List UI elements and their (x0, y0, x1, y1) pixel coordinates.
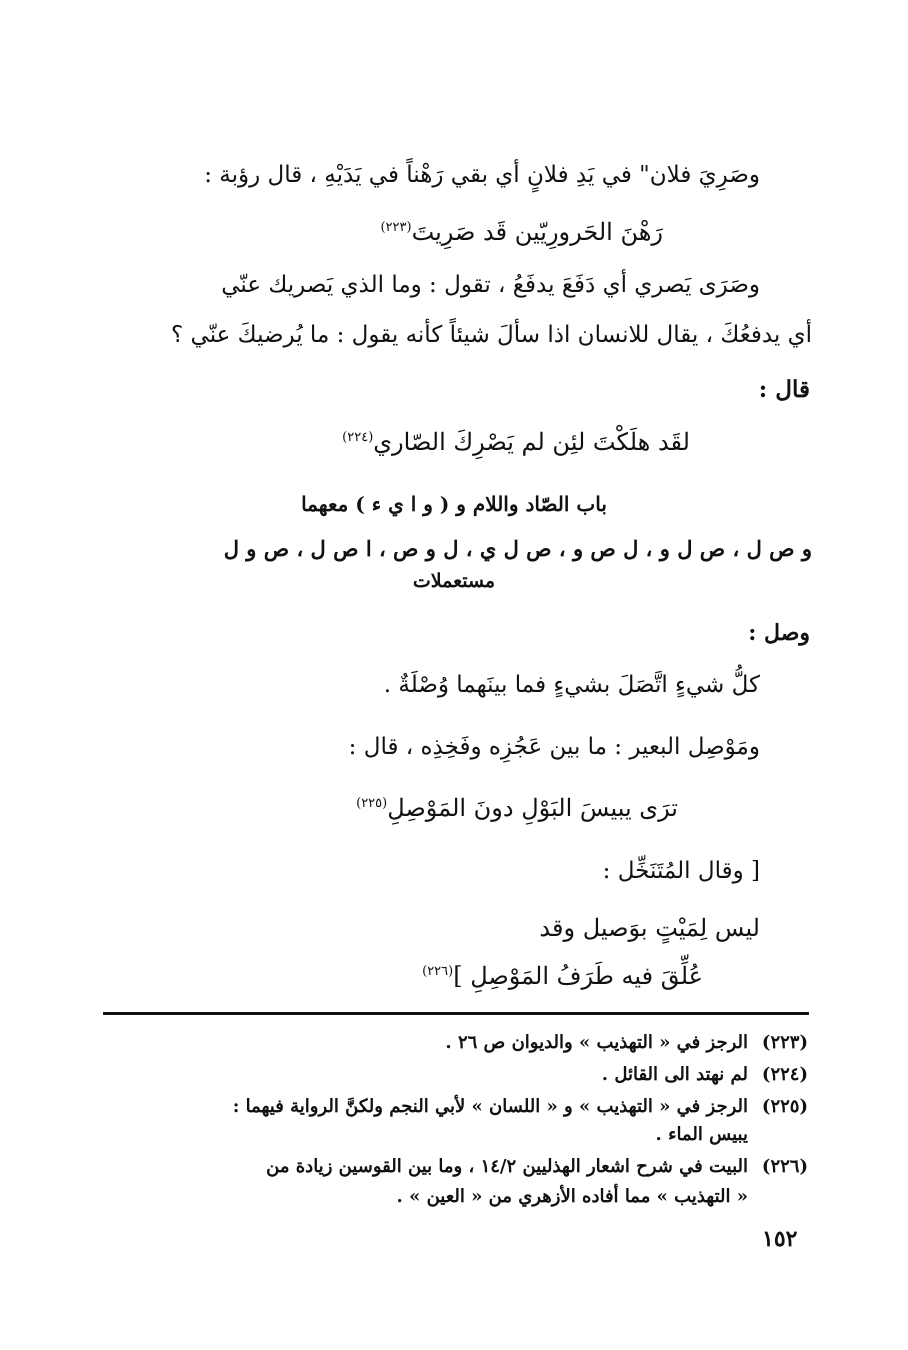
footnote-ref: (٢٢٣) (380, 220, 412, 235)
footnote-text: البيت في شرح اشعار الهذليين ١٤/٢ ، وما بين القوسين زيادة من (266, 1156, 748, 1177)
verse-line (342, 428, 690, 456)
verse-line (380, 218, 663, 246)
footnote-number: (٢٢٦) (761, 1156, 808, 1177)
chapter-roots: و ص ل ، ص ل و ، ل ص و ، ص ل ي ، ل و ص ، ا ص ل ، ص و ل (223, 536, 812, 561)
footnote-ref: (٢٢٥) (356, 796, 388, 811)
text-line: وصَرِيَ فلان" في يَدِ فلانٍ أي بقي رَهْناً في يَدَيْهِ ، قال رؤبة : (204, 162, 760, 188)
footnote-ref: (٢٢٦) (422, 964, 454, 979)
verse-line: ليس لِمَيْتٍ بوَصيل وقد (539, 914, 760, 942)
footnote-ref: (٢٢٤) (342, 430, 374, 445)
footnote-text: لم نهتد الى القائل . (601, 1064, 748, 1085)
verse-text: لقَد هلَكْتَ لئِن لم يَصْرِكَ الصّاري (373, 428, 690, 456)
footnote (602, 1064, 808, 1085)
verse-text: رَهْنَ الحَرورِيّين قَد صَرِيتَ (411, 218, 663, 246)
verse-line (356, 794, 678, 822)
footnote-number: (٢٢٥) (761, 1096, 808, 1117)
text-line: وصَرَى يَصري أي دَفَعَ يدفَعُ ، تقول : وما الذي يَصريك عنّي (221, 272, 760, 298)
footnote-text: الرجز في « التهذيب » و « اللسان » لأبي النجم ولكنَّ الرواية فيهما : (232, 1096, 748, 1117)
verse-text: ترَى يبيسَ البَوْلِ دونَ المَوْصِلِ (387, 794, 678, 822)
footnote-text: الرجز في « التهذيب » والديوان ص ٢٦ . (445, 1032, 748, 1053)
footnote-continuation: « التهذيب » مما أفاده الأزهري من « العين » . (396, 1186, 748, 1207)
text-line: قال : (758, 376, 810, 403)
footnote-number: (٢٢٣) (761, 1032, 808, 1053)
footnote (445, 1032, 808, 1053)
verse-text: عُلِّقَ فيه طَرَفُ المَوْصِلِ ] (453, 962, 703, 990)
chapter-status: مستعملات (412, 570, 496, 592)
text-line: كلُّ شيءٍ اتَّصَلَ بشيءٍ فما بينَهما وُصْلَةٌ . (383, 672, 760, 698)
text-line: [ وقال المُتَنَخِّل : (602, 858, 760, 884)
entry-head: وصل : (748, 620, 810, 646)
footnote (233, 1096, 808, 1117)
page-number: ١٥٢ (762, 1226, 798, 1252)
footnote-separator (103, 1012, 809, 1015)
chapter-title: باب الصّاد واللام و ( و ا ي ء ) معهما (301, 492, 607, 516)
footnote (266, 1156, 808, 1177)
footnote-number: (٢٢٤) (761, 1064, 808, 1085)
footnote-continuation: يبيس الماء . (655, 1124, 748, 1145)
text-line: أي يدفعُكَ ، يقال للانسان اذا سألَ شيئاً كأنه يقول : ما يُرضيكَ عنّي ؟ (171, 322, 812, 348)
verse-line (422, 962, 703, 990)
text-line: ومَوْصِل البعير : ما بين عَجُزِه وفَخِذِه ، قال : (348, 734, 760, 760)
